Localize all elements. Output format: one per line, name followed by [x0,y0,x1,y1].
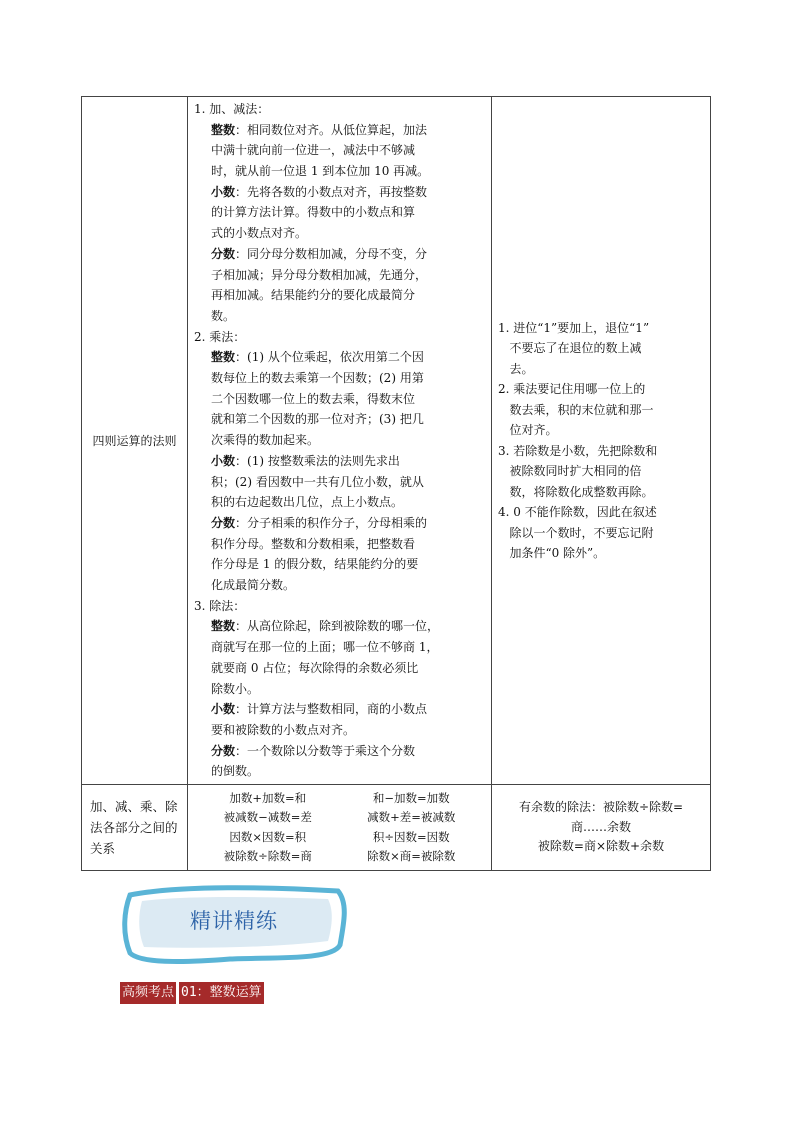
rule-text: 数。 [211,308,236,323]
rule-keyword: 小数 [211,453,236,468]
rule-line [194,679,486,700]
formulas-cell [188,785,492,871]
formula: 因数×因数=积 [229,829,307,844]
note-line: 去。 [498,361,534,376]
rule-text: ：先将各数的小数点对齐，再按整数 [235,184,428,199]
rule-line [194,389,486,410]
table-row [82,97,711,785]
rule-text: 就要商 0 占位；每次除得的余数必须比 [211,660,419,675]
rules-text [188,99,491,782]
rule-line [194,534,486,555]
rule-text: 除数小。 [211,681,260,696]
rule-line [194,658,486,679]
rule-text: 就和第二个因数的那一位对齐；(3) 把几 [211,412,424,427]
rule-line [194,492,486,513]
note-line: 被除数同时扩大相同的倍 [498,464,642,478]
notes-cell [492,97,711,785]
rule-text: 次乘得的数加起来。 [211,433,320,448]
topic-tag [120,982,264,1004]
rule-line [194,761,486,782]
rule-text: 积；(2) 看因数中一共有几位小数，就从 [211,474,424,489]
rule-keyword: 小数 [211,184,236,199]
note-line: 数去乘，积的末位就和那一 [498,402,654,417]
rule-keyword: 整数 [211,619,236,634]
rule-line [194,140,486,161]
rule-keyword: 分数 [211,743,236,758]
rule-line [194,451,486,472]
rule-text: 作分母是 1 的假分数，结果能约分的要 [211,557,419,572]
rule-line [194,720,486,741]
row-label: 四则运算的法则 [92,433,177,448]
rule-text: 积作分母。整数和分数相乘，把整数看 [211,536,416,551]
note-line: 不要忘了在退位的数上减 [498,341,642,355]
rule-text: ：(1) 按整数乘法的法则先求出 [235,453,400,468]
formula: 加数+加数=和 [229,790,307,805]
rule-text: 2. 乘法： [194,329,246,344]
section-banner [120,883,348,965]
rule-line [194,368,486,389]
formula: 被除数÷除数=商 [223,849,312,863]
rule-line [194,347,486,368]
note-line: 3. 若除数是小数，先把除数和 [498,443,658,458]
rule-line [194,699,486,720]
rule-text: 中满十就向前一位进一，减法中不够减 [211,143,416,158]
rule-line [194,306,486,327]
rule-text: ：计算方法与整数相同，商的小数点 [235,702,428,717]
rule-text: ：分子相乘的积作分子，分母相乘的 [235,515,428,530]
rule-line [194,513,486,534]
rule-keyword: 整数 [211,350,236,365]
rule-line [194,409,486,430]
rule-line [194,430,486,451]
remainder-text [492,798,710,857]
rule-text: 再相加减。结果能约分的要化成最简分 [211,288,416,303]
rule-text: 1. 加、减法： [194,101,270,116]
rules-cell [188,97,492,785]
rule-line [194,472,486,493]
rules-table [81,96,711,871]
rule-line [194,596,486,617]
rule-line [194,616,486,637]
rule-text: 要和被除数的小数点对齐。 [211,722,356,737]
rule-line [194,265,486,286]
rule-line [194,223,486,244]
rule-line [194,182,486,203]
rule-line [194,554,486,575]
formula: 减数+差=被减数 [367,810,456,824]
rule-text: ：一个数除以分数等于乘这个分数 [235,743,416,758]
rule-text: 时，就从前一位退 1 到本位加 10 再减。 [211,164,430,178]
note-line: 除以一个数时，不要忘记附 [498,525,654,540]
row-label-cell [82,97,188,785]
rule-text: 化成最简分数。 [211,578,296,593]
note-line: 2. 乘法要记住用哪一位上的 [498,382,646,396]
rule-text: ：相同数位对齐。从低位算起，加法 [235,122,428,137]
tag-category: 高频考点 [120,982,176,1004]
rule-keyword: 分数 [211,246,236,261]
rule-text: ：同分母分数相加减，分母不变，分 [235,246,428,261]
rule-text: 二个因数哪一位上的数去乘，得数末位 [211,391,416,406]
formula: 除数×商=被除数 [367,849,456,863]
rule-keyword: 分数 [211,515,236,530]
rule-text: 积的右边起数出几位，点上小数点。 [211,495,404,510]
rule-line [194,161,486,182]
row-label: 加、减、乘、除法各部分之间的关系 [90,799,178,856]
note-line: 4. 0 不能作除数，因此在叙述 [498,505,657,519]
rule-text: 商就写在那一位的上面；哪一位不够商 1， [211,640,439,655]
rule-text: 式的小数点对齐。 [211,226,308,241]
note-line: 加条件“0 除外”。 [498,546,606,560]
rule-line [194,637,486,658]
rule-text: 子相加减；异分母分数相加减，先通分， [211,267,428,282]
remainder-line: 被除数=商×除数+余数 [537,839,665,854]
note-line: 1. 进位“1”要加上，退位“1” [498,320,650,335]
banner-title: 精讲精练 [190,909,278,933]
table-row [82,785,711,871]
formula: 积÷因数=因数 [372,829,450,844]
rule-line [194,575,486,596]
rule-text: 3. 除法： [194,598,246,613]
rule-line [194,327,486,348]
rule-line [194,202,486,223]
rule-line [194,120,486,141]
rule-text: 的计算方法计算。得数中的小数点和算 [211,205,416,220]
rule-line [194,244,486,265]
notes-text [492,318,710,564]
rule-line [194,741,486,762]
remainder-line: 有余数的除法：被除数÷除数= [518,800,684,815]
rule-line [194,99,486,120]
row-label-cell [82,785,188,871]
rule-keyword: 整数 [211,122,236,137]
rule-text: 的倒数。 [211,764,260,779]
rule-text: ：(1) 从个位乘起，依次用第二个因 [235,350,424,365]
formula: 和−加数=加数 [372,790,450,805]
rule-text: 数每位上的数去乘第一个因数；(2) 用第 [211,371,424,386]
remainder-cell [492,785,711,871]
formula: 被减数−减数=差 [223,810,312,824]
rule-line [194,285,486,306]
note-line: 数，将除数化成整数再除。 [498,484,654,499]
formulas-grid [188,789,491,867]
note-line: 位对齐。 [498,423,558,437]
rule-text: ：从高位除起，除到被除数的哪一位， [235,619,440,634]
remainder-line: 商……余数 [570,819,631,834]
tag-topic: 01：整数运算 [179,982,264,1004]
rule-keyword: 小数 [211,702,236,717]
